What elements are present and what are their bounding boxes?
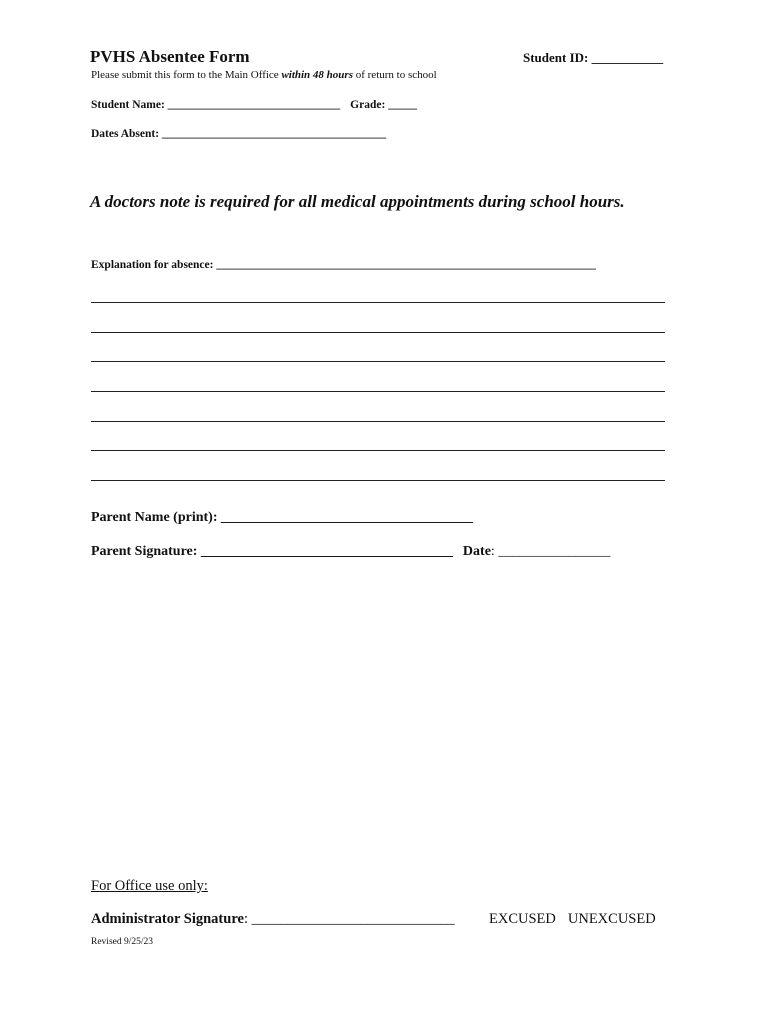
date-colon: : [490, 544, 495, 559]
explanation-line[interactable] [91, 332, 665, 333]
grade-blank[interactable]: _____ [385, 99, 417, 111]
doctors-note-notice: A doctors note is required for all medical appointments during school hours. [90, 192, 625, 211]
student-id-label: Student ID: [523, 50, 589, 65]
explanation-first-blank[interactable]: __________________________________________________________________ [213, 259, 596, 271]
instructions-text-start: Please submit this form to the Main Office [91, 69, 282, 81]
parent-signature-blank[interactable]: ____________________________________ [197, 544, 453, 559]
student-info-row [91, 99, 417, 111]
parent-signature-label: Parent Signature: [91, 544, 198, 559]
student-id-blank[interactable]: ___________ [588, 50, 664, 65]
explanation-line[interactable] [91, 361, 665, 362]
parent-name-label: Parent Name (print): [91, 510, 218, 525]
admin-signature-row [91, 911, 455, 928]
explanation-row [91, 259, 596, 271]
dates-absent-label: Dates Absent: [91, 128, 160, 140]
explanation-label: Explanation for absence: [91, 259, 214, 271]
parent-signature-row [91, 544, 610, 560]
explanation-line[interactable] [91, 302, 665, 303]
explanation-line[interactable] [91, 421, 665, 422]
parent-name-blank[interactable]: ____________________________________ [217, 510, 473, 525]
student-name-blank[interactable]: ______________________________ [164, 99, 341, 111]
form-title: PVHS Absentee Form [90, 47, 250, 66]
parent-name-row [91, 510, 473, 526]
dates-absent-blank[interactable]: _______________________________________ [159, 128, 387, 140]
instructions-text-end: of return to school [352, 69, 437, 81]
admin-signature-blank[interactable]: ____________________________ [247, 911, 455, 927]
dates-absent-row [91, 128, 386, 140]
student-id-field[interactable] [523, 50, 663, 66]
student-name-label: Student Name: [91, 99, 165, 111]
admin-signature-colon: : [243, 911, 248, 927]
revision-date: Revised 9/25/23 [91, 937, 154, 947]
explanation-line[interactable] [91, 391, 665, 392]
excused-option[interactable]: EXCUSED [489, 911, 556, 927]
explanation-line[interactable] [91, 480, 665, 481]
admin-signature-label: Administrator Signature [91, 911, 244, 927]
instructions-deadline: within 48 hours [281, 69, 353, 81]
date-label: Date [462, 544, 491, 559]
grade-label: Grade: [350, 99, 386, 111]
date-blank[interactable]: ________________ [494, 544, 611, 559]
absence-status-options [489, 911, 656, 928]
explanation-line[interactable] [91, 450, 665, 451]
office-use-heading: For Office use only: [91, 878, 208, 894]
submission-instructions [91, 69, 437, 81]
unexcused-option[interactable]: UNEXCUSED [567, 911, 656, 927]
